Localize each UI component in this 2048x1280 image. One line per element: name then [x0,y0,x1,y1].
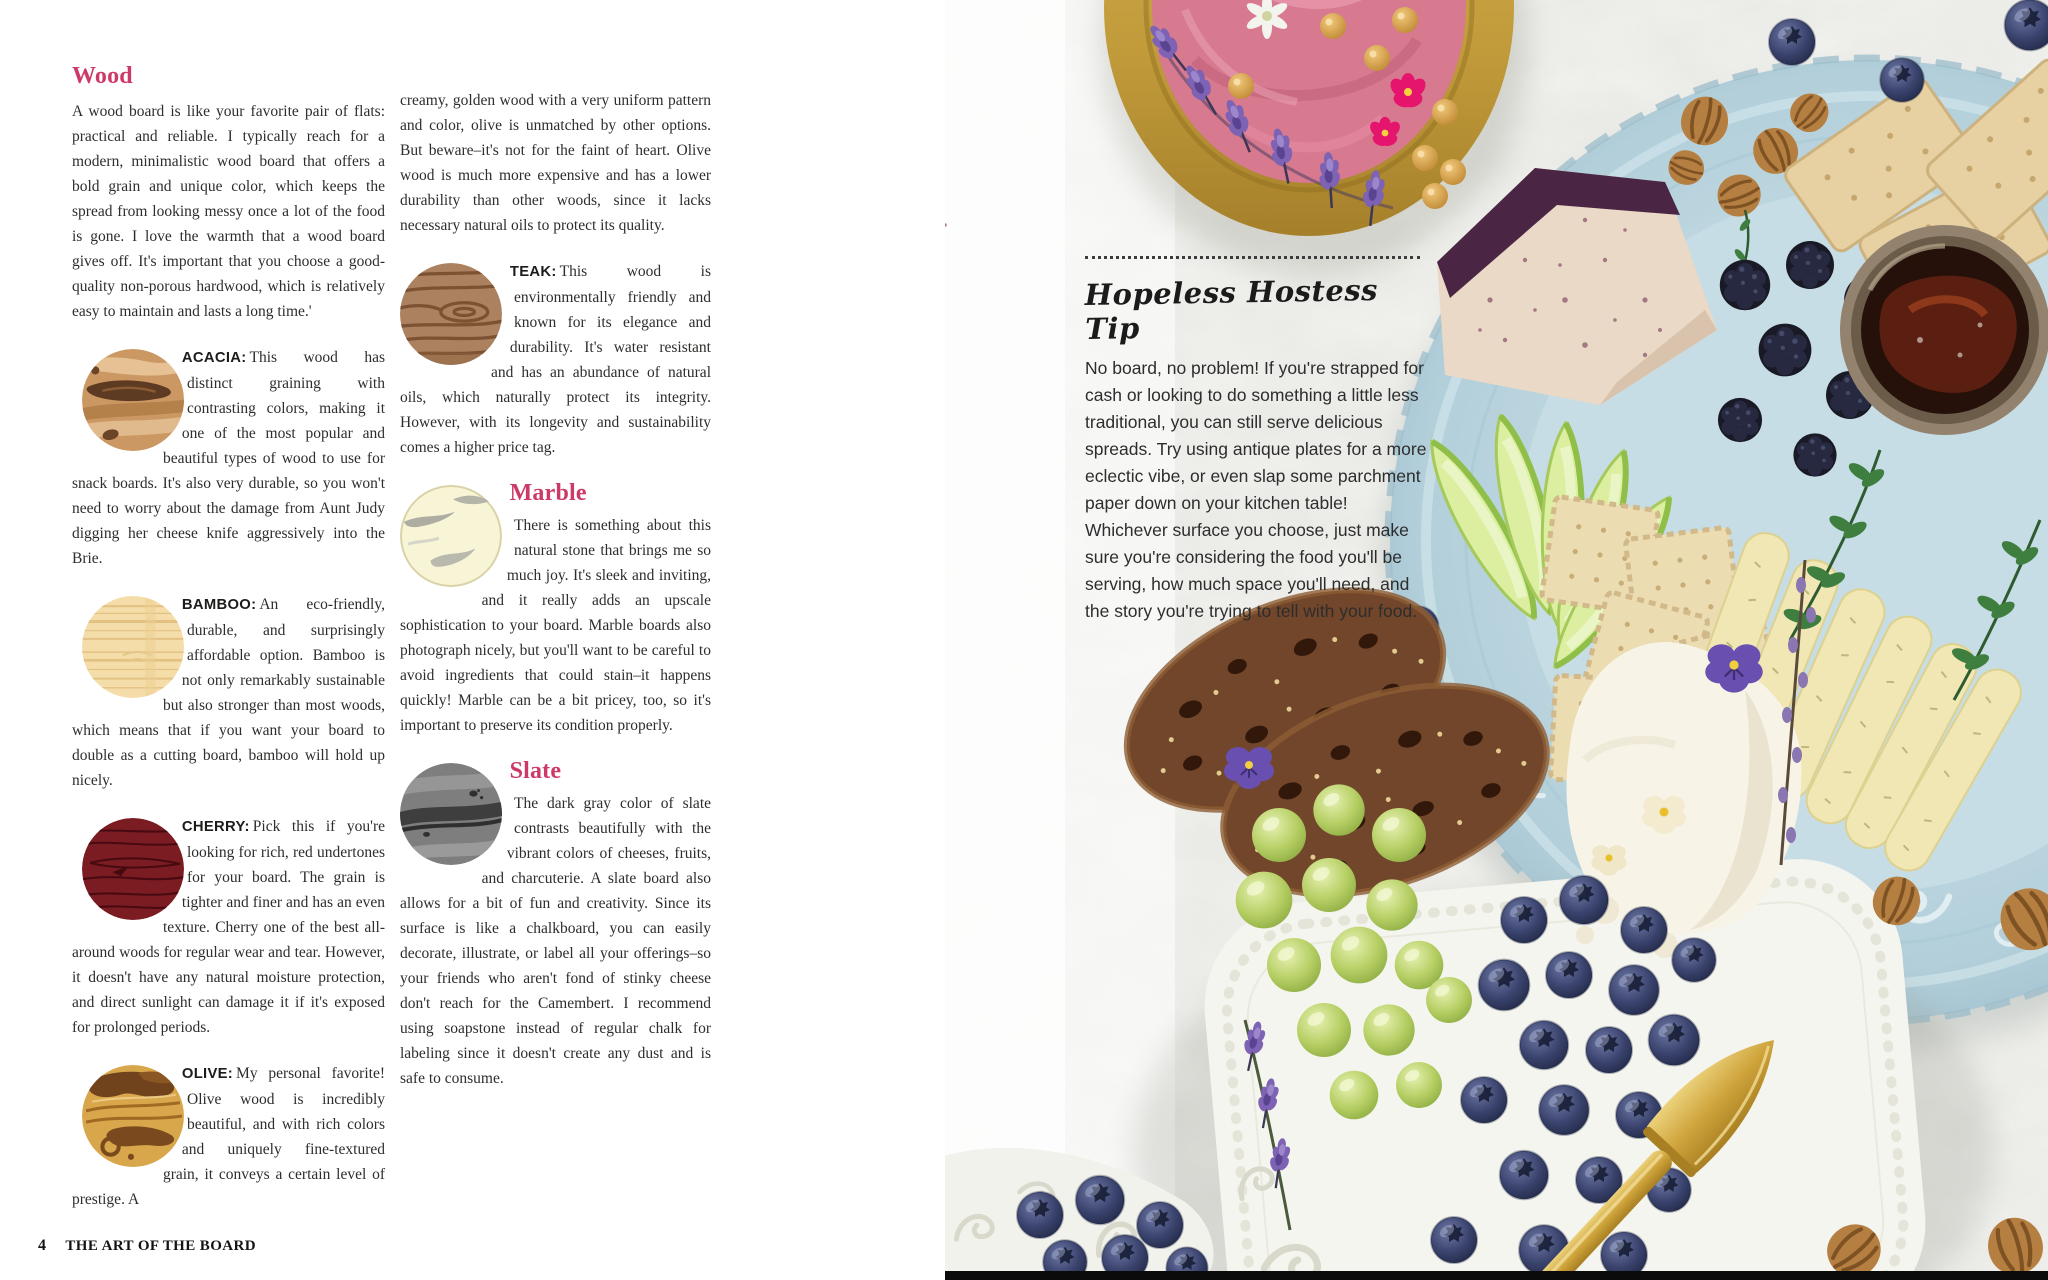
wood-type-text: An eco-friendly, durable, and surprisingly affordable option. Bamboo is not only remarkably sustainable but also stronger than most woods, which means that if you want your board to double as a cutting board, bamboo will hold up nicely. [72,596,385,790]
section-heading-marble: Marble [509,480,587,506]
wood-entry-teak [400,259,711,460]
marble-swatch-icon [400,485,502,587]
wood-type-text: This wood is environmentally friendly and known for its elegance and durability. It's water resistant and has an abundance of natural oils, which naturally protect its integrity. However, with its longevity and sustainability comes a higher price tag. [400,263,711,456]
tip-body: No board, no problem! If you're strapped for cash or looking to do something a little less traditional, you can still serve delicious spreads. Try using antique plates for a more eclectic vibe, or even slap some parchment paper down on your kitchen table! Whichever surface you choose, just make sure you're considering the food you'll be serving, how much space you'll need, and the story you're trying to tell with your food. [1085,358,1427,621]
photo-page [945,0,2048,1280]
bamboo-wood-swatch-icon [82,596,184,698]
wood-type-text: Pick this if you're looking for rich, red undertones for your board. The grain is tighter and finer and has an even texture. Cherry one of the best all-around woods for regular wear and tear. However, it doesn't have any natural moisture protection, and direct sunlight can damage it if it's exposed for prolonged periods. [72,818,385,1037]
wood-intro-paragraph: A wood board is like your favorite pair of flats: practical and reliable. I typically reach for a modern, minimalistic wood board that offers a bold grain and unique color, which keeps the spread from looking messy once a lot of the food is gone. I love the warmth that a wood board gives off. It's important that you choose a good-quality non-porous hardwood, which is relatively easy to maintain and lasts a long time.' [72,103,385,321]
wood-entry-acacia [72,345,385,571]
cherry-wood-swatch-icon [82,818,184,920]
wood-type-label: BAMBOO: [181,597,257,614]
olive-wood-swatch-icon [82,1065,184,1167]
section-heading-slate: Slate [509,758,562,785]
jam-bowl [1840,225,2048,435]
wood-type-text: My personal favorite! Olive wood is incredibly beautiful, and with rich colors and uniquely fine-textured grain, it conveys a certain level of prestige. A [72,1065,385,1209]
wood-type-label: TEAK: [509,264,557,280]
teak-wood-swatch-icon [400,263,502,365]
section-slate [400,759,711,1091]
hostess-tip [1085,256,1433,625]
page-footer [38,1237,256,1255]
left-page [0,0,945,1280]
olive-continued-paragraph: creamy, golden wood with a very uniform pattern and color, olive is unmatched by other options. But beware–it's not for the faint of heart. Olive wood is much more expensive and has a lower durability than other woods, since it lacks necessary natural oils to protect its quality. [400,92,711,234]
wood-type-text: This wood has distinct graining with contrasting colors, making it one of the most popular and beautiful types of wood to use for snack boards. It's also very durable, so you won't need to worry about the damage from Aunt Judy digging her cheese knife aggressively into the Brie. [72,349,385,568]
section-marble [400,481,711,738]
marble-paragraph: There is something about this natural stone that brings me so much joy. It's sleek and inviting, and it really adds an upscale sophistication to your board. Marble boards also photograph nicely, but you'll want to be careful to avoid ingredients that could stain–it happens quickly! Marble can be a bit pricey, too, so it's important to preserve its condition properly. [400,517,711,735]
dotted-divider [1085,256,1420,259]
wood-type-label: ACACIA: [181,350,247,367]
charcuterie-photo [945,0,2048,1280]
wood-type-label: OLIVE: [181,1066,234,1083]
wood-entry-cherry [72,814,385,1040]
wood-entry-olive [72,1061,385,1212]
bottom-black-bar [945,1271,2048,1280]
tip-title: Hopeless Hostess Tip [1084,272,1379,347]
section-heading-wood: Wood [72,63,133,89]
page-number: 4 [38,1237,47,1254]
acacia-wood-swatch-icon [82,349,184,451]
slate-swatch-icon [400,763,502,865]
wood-entry-bamboo [72,592,385,793]
slate-paragraph: The dark gray color of slate contrasts beautifully with the vibrant colors of cheeses, fruits, and charcuterie. A slate board also allows for a bit of fun and creativity. Since its surface is like a chalkboard, you can easily decorate, illustrate, or label all your offerings–so your friends who aren't fond of stinky cheese don't reach for the Camembert. I recommend using soapstone instead of regular chalk for labeling since it doesn't create any dust and is safe to consume. [400,795,711,1088]
running-title: THE ART OF THE BOARD [65,1238,256,1254]
wood-type-label: CHERRY: [181,819,250,836]
text-column-1 [72,64,385,1212]
text-column-2 [400,88,711,1091]
